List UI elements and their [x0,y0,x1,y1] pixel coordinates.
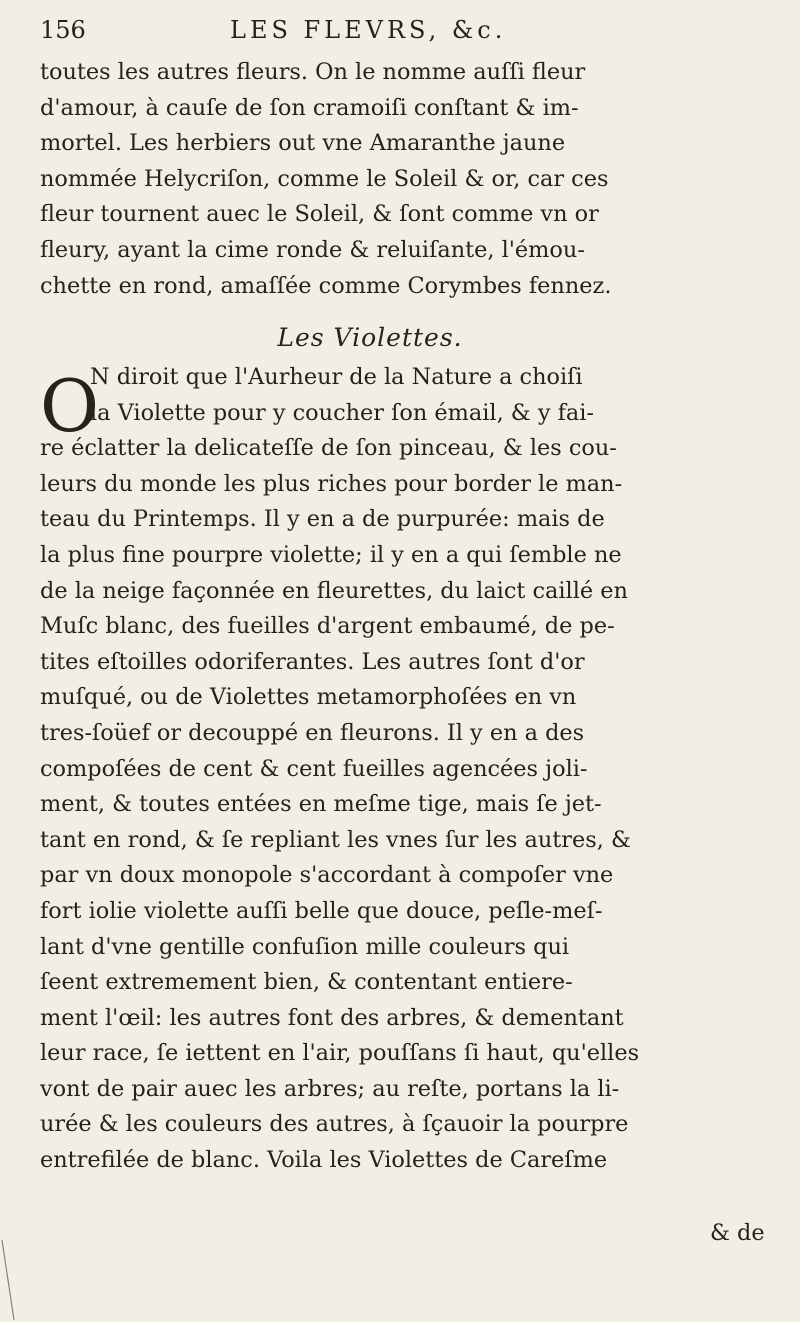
text-line: lant d'vne gentille confuſion mille couleurs qui [40,933,570,960]
text-line: muſqué, ou de Violettes metamorphoſées en vn [40,684,577,711]
text-line: la Violette pour y coucher ſon émail, & y fai- [90,399,594,426]
text-line: compoſées de cent & cent fueilles agencées joli- [40,755,588,782]
text-line: entrefilée de blanc. Voila les Violettes de Careſme [40,1147,608,1174]
text-line: la plus fine pourpre violette; il y en a qui ſemble ne [40,541,622,568]
text-line: urée & les couleurs des autres, à ſçauoir la pourpre [40,1111,629,1138]
text-line: nommée Helycriſon, comme le Soleil & or, car ces [40,165,609,192]
text-line: chette en rond, amaſſée comme Corymbes fennez. [40,272,612,299]
text-line: re éclatter la delicateſſe de ſon pinceau, & les cou- [40,435,617,462]
continued-paragraph [40,55,780,304]
text-line: tites eſtoilles odoriferantes. Les autres ſont d'or [40,648,585,675]
section-title: Les Violettes. [277,323,463,352]
text-line: fort iolie violette auſſi belle que douce, peſle-meſ- [40,897,603,924]
text-line: N diroit que l'Aurheur de la Nature a choiſi [90,364,583,390]
text-line: Muſc blanc, des fueilles d'argent embaumé, de pe- [40,613,615,640]
text-line: fleury, ayant la cime ronde & reluiſante, l'émou- [40,236,585,263]
text-line: tant en rond, & ſe repliant les vnes ſur les autres, & [40,826,631,853]
running-head: LES FLEVRS, &c. [230,16,507,44]
text-line: par vn doux monopole s'accordant à compoſer vne [40,862,614,889]
text-line: leurs du monde les plus riches pour border le man- [40,470,623,497]
drop-cap: O [40,364,100,448]
text-line: mortel. Les herbiers out vne Amaranthe jaune [40,130,566,157]
catchword: & de [710,1220,765,1246]
text-line: fleur tournent auec le Soleil, & ſont comme vn or [40,201,599,228]
text-line: d'amour, à cauſe de ſon cramoiſi conſtant & im- [40,94,579,121]
text-line: teau du Printemps. Il y en a de purpurée: mais de [40,506,605,533]
text-line: toutes les autres fleurs. On le nomme auſſi fleur [40,59,586,85]
text-line: ment l'œil: les autres font des arbres, & dementant [40,1004,624,1031]
text-line: leur race, ſe iettent en l'air, pouſſans ſi haut, qu'elles [40,1040,640,1067]
text-line: de la neige façonnée en fleurettes, du laict caillé en [40,577,628,604]
text-line: tres-ſoüef or decouppé en fleurons. Il y en a des [40,719,585,746]
margin-pencil-mark [0,1240,30,1322]
text-line: vont de pair auec les arbres; au reſte, portans la li- [40,1075,620,1102]
page-number: 156 [40,16,86,44]
text-line: ment, & toutes entées en meſme tige, mais ſe jet- [40,791,602,818]
page-header [40,16,780,56]
section-paragraph [40,360,780,1179]
text-line: ſeent extremement bien, & contentant entiere- [40,969,573,996]
